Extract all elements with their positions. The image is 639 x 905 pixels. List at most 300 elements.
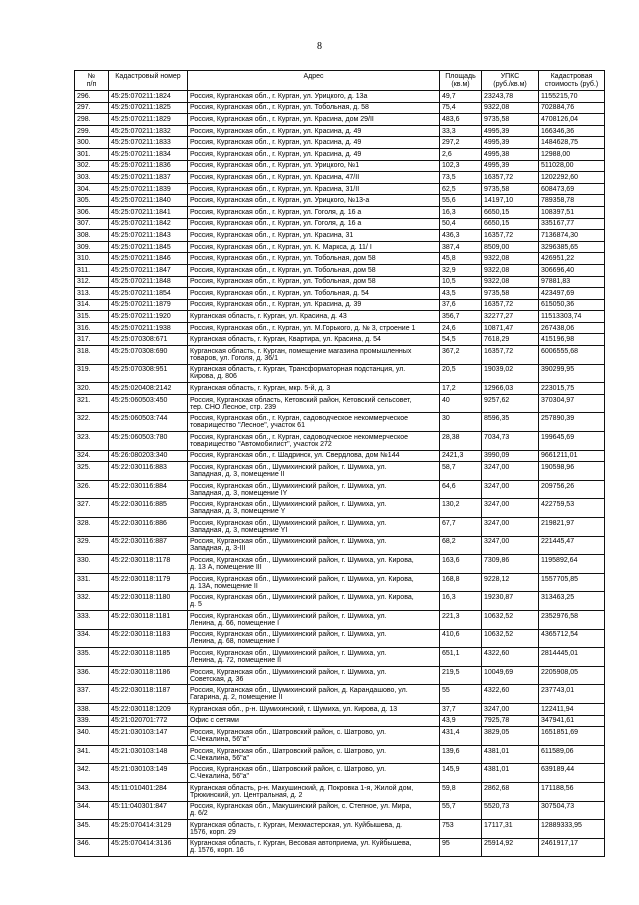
area-cell: 139,6 — [440, 745, 482, 764]
cadastral-number-cell: 45:21:030103:147 — [109, 727, 188, 746]
cadastral-value-cell: 7136874,30 — [539, 230, 605, 242]
address-cell: Курганская область, г. Курган, Мехмастерская, ул. Куйбышева, д. 1576, корп. 29 — [188, 820, 440, 839]
upks-cell: 7618,29 — [482, 334, 539, 346]
area-cell: 168,8 — [440, 573, 482, 592]
header-upks: УПКС (руб./кв.м) — [482, 71, 539, 91]
upks-cell: 7925,78 — [482, 715, 539, 727]
area-cell: 43,9 — [440, 715, 482, 727]
table-row — [75, 264, 605, 276]
area-cell: 10,5 — [440, 276, 482, 288]
cadastral-value-cell: 97881,83 — [539, 276, 605, 288]
cadastral-number-cell: 45:11:010401:284 — [109, 782, 188, 801]
cadastral-number-cell: 45:25:070308:951 — [109, 364, 188, 383]
table-row — [75, 241, 605, 253]
upks-cell: 6650,15 — [482, 206, 539, 218]
address-cell: Россия, Курганская обл., г. Курган, ул. Тобольная, дом 58 — [188, 276, 440, 288]
table-body — [75, 91, 605, 857]
area-cell: 753 — [440, 820, 482, 839]
table-row — [75, 346, 605, 365]
cadastral-value-cell: 347941,61 — [539, 715, 605, 727]
row-number-cell: 324. — [75, 450, 109, 462]
upks-cell: 9322,08 — [482, 276, 539, 288]
row-number-cell: 334. — [75, 629, 109, 648]
upks-cell: 4995,39 — [482, 137, 539, 149]
upks-cell: 16357,72 — [482, 299, 539, 311]
upks-cell: 3829,05 — [482, 727, 539, 746]
upks-cell: 9735,58 — [482, 114, 539, 126]
cadastral-number-cell: 45:25:070211:1848 — [109, 276, 188, 288]
row-number-cell: 322. — [75, 413, 109, 432]
row-number-cell: 331. — [75, 573, 109, 592]
address-cell: Россия, Курганская обл., г. Курган, ул. Тобольная, д. 54 — [188, 288, 440, 300]
cadastral-value-cell: 335167,77 — [539, 218, 605, 230]
cadastral-value-cell: 611589,06 — [539, 745, 605, 764]
cadastral-value-cell: 1484628,75 — [539, 137, 605, 149]
upks-cell: 8596,35 — [482, 413, 539, 432]
table-row — [75, 782, 605, 801]
table-row — [75, 148, 605, 160]
address-cell: Россия, Курганская обл., Шумихинский район, г. Шумиха, ул. Советская, д. 36 — [188, 666, 440, 685]
upks-cell: 32277,27 — [482, 311, 539, 323]
address-cell: Курганская область, г. Курган, мкр. 5-й, д. 3 — [188, 383, 440, 395]
address-cell: Россия, Курганская обл., г. Шадринск, ул. Свердлова, дом №144 — [188, 450, 440, 462]
address-cell: Россия, Курганская обл., Шумихинский район, д. Карандашово, ул. Гагарина, д. 2, помещение II — [188, 685, 440, 704]
row-number-cell: 301. — [75, 148, 109, 160]
row-number-cell: 320. — [75, 383, 109, 395]
row-number-cell: 307. — [75, 218, 109, 230]
table-row — [75, 592, 605, 611]
address-cell: Курганская обл., р-н. Шумихинский, г. Шумиха, ул. Кирова, д. 13 — [188, 703, 440, 715]
area-cell: 62,5 — [440, 183, 482, 195]
cadastral-value-cell: 313463,25 — [539, 592, 605, 611]
area-cell: 68,2 — [440, 536, 482, 555]
area-cell: 50,4 — [440, 218, 482, 230]
upks-cell: 5520,73 — [482, 801, 539, 820]
cadastral-number-cell: 45:22:030118:1183 — [109, 629, 188, 648]
cadastral-value-cell: 3296385,65 — [539, 241, 605, 253]
area-cell: 145,9 — [440, 764, 482, 783]
address-cell: Россия, Курганская обл., Макушинский район, с. Степное, ул. Мира, д. 6/2 — [188, 801, 440, 820]
row-number-cell: 326. — [75, 480, 109, 499]
upks-cell: 9322,08 — [482, 253, 539, 265]
cadastral-value-cell: 199645,69 — [539, 432, 605, 451]
table-row — [75, 311, 605, 323]
area-cell: 16,3 — [440, 206, 482, 218]
row-number-cell: 336. — [75, 666, 109, 685]
row-number-cell: 328. — [75, 518, 109, 537]
row-number-cell: 344. — [75, 801, 109, 820]
table-row — [75, 195, 605, 207]
area-cell: 32,9 — [440, 264, 482, 276]
address-cell: Россия, Курганская обл., г. Курган, ул. Тобольная, дом 58 — [188, 264, 440, 276]
upks-cell: 12966,03 — [482, 383, 539, 395]
header-address: Адрес — [188, 71, 440, 91]
address-cell: Россия, Курганская обл., г. Курган, ул. Урицкого, №1 — [188, 160, 440, 172]
area-cell: 102,3 — [440, 160, 482, 172]
row-number-cell: 325. — [75, 462, 109, 481]
cadastral-number-cell: 45:25:070211:1845 — [109, 241, 188, 253]
area-cell: 410,6 — [440, 629, 482, 648]
row-number-cell: 323. — [75, 432, 109, 451]
area-cell: 49,7 — [440, 91, 482, 103]
cadastral-number-cell: 45:25:070211:1920 — [109, 311, 188, 323]
cadastral-number-cell: 45:25:070414:3129 — [109, 820, 188, 839]
area-cell: 37,7 — [440, 703, 482, 715]
row-number-cell: 314. — [75, 299, 109, 311]
cadastral-value-cell: 6006555,68 — [539, 346, 605, 365]
cadastral-number-cell: 45:25:070211:1836 — [109, 160, 188, 172]
address-cell: Россия, Курганская обл., г. Курган, ул. Красина, 47/II — [188, 172, 440, 184]
cadastral-number-cell: 45:25:070211:1879 — [109, 299, 188, 311]
address-cell: Россия, Курганская обл., Шумихинский район, г. Шумиха, ул. Кирова, д. 5 — [188, 592, 440, 611]
row-number-cell: 343. — [75, 782, 109, 801]
cadastral-number-cell: 45:22:030116:885 — [109, 499, 188, 518]
address-cell: Россия, Курганская область, Кетовский район, Кетовский сельсовет, тер. СНО Лесное, стр. 239 — [188, 394, 440, 413]
table-row — [75, 629, 605, 648]
address-cell: Россия, Курганская обл., Шумихинский район, г. Шумиха, ул. Западная, д. 3, помещение IY — [188, 480, 440, 499]
area-cell: 651,1 — [440, 648, 482, 667]
table-row — [75, 206, 605, 218]
address-cell: Россия, Курганская обл., г. Курган, ул. Гоголя, д. 16 а — [188, 218, 440, 230]
upks-cell: 19230,87 — [482, 592, 539, 611]
row-number-cell: 315. — [75, 311, 109, 323]
table-row — [75, 253, 605, 265]
upks-cell: 3990,09 — [482, 450, 539, 462]
header-cadastral-value: Кадастровая стоимость (руб.) — [539, 71, 605, 91]
cadastral-value-cell: 4708126,04 — [539, 114, 605, 126]
table-row — [75, 299, 605, 311]
table-row — [75, 450, 605, 462]
table-row — [75, 715, 605, 727]
cadastral-value-cell: 426951,22 — [539, 253, 605, 265]
row-number-cell: 337. — [75, 685, 109, 704]
table-row — [75, 394, 605, 413]
address-cell: Россия, Курганская обл., Шумихинский район, г. Шумиха, ул. Ленина, д. 66, помещение I — [188, 610, 440, 629]
address-cell: Офис с сетями — [188, 715, 440, 727]
cadastral-value-cell: 307504,73 — [539, 801, 605, 820]
cadastral-number-cell: 45:25:070211:1839 — [109, 183, 188, 195]
address-cell: Курганская область, г. Курган, Трансформаторная подстанция, ул. Кирова, д. 806 — [188, 364, 440, 383]
area-cell: 28,38 — [440, 432, 482, 451]
cadastral-value-cell: 306696,40 — [539, 264, 605, 276]
row-number-cell: 297. — [75, 102, 109, 114]
table-row — [75, 288, 605, 300]
row-number-cell: 310. — [75, 253, 109, 265]
row-number-cell: 329. — [75, 536, 109, 555]
row-number-cell: 335. — [75, 648, 109, 667]
table-row — [75, 432, 605, 451]
row-number-cell: 305. — [75, 195, 109, 207]
cadastral-value-cell: 1557705,85 — [539, 573, 605, 592]
address-cell: Россия, Курганская обл., Шумихинский район, г. Шумиха, ул. Кирова, д. 13 А, помещение III — [188, 555, 440, 574]
address-cell: Россия, Курганская обл., г. Курган, ул. М.Горького, д. № 3, строение 1 — [188, 322, 440, 334]
row-number-cell: 300. — [75, 137, 109, 149]
cadastral-value-cell: 166346,36 — [539, 125, 605, 137]
address-cell: Россия, Курганская обл., г. Курган, ул. Урицкого, №13-а — [188, 195, 440, 207]
upks-cell: 16357,72 — [482, 172, 539, 184]
cadastral-number-cell: 45:22:030118:1209 — [109, 703, 188, 715]
cadastral-number-cell: 45:25:070211:1841 — [109, 206, 188, 218]
cadastral-value-cell: 12988,00 — [539, 148, 605, 160]
area-cell: 130,2 — [440, 499, 482, 518]
upks-cell: 16357,72 — [482, 230, 539, 242]
cadastral-value-cell: 2205908,05 — [539, 666, 605, 685]
table-row — [75, 462, 605, 481]
cadastral-number-cell: 45:22:030118:1187 — [109, 685, 188, 704]
area-cell: 95 — [440, 838, 482, 857]
row-number-cell: 319. — [75, 364, 109, 383]
area-cell: 55 — [440, 685, 482, 704]
cadastral-number-cell: 45:25:070211:1834 — [109, 148, 188, 160]
area-cell: 367,2 — [440, 346, 482, 365]
cadastral-number-cell: 45:25:070308:671 — [109, 334, 188, 346]
row-number-cell: 346. — [75, 838, 109, 857]
area-cell: 436,3 — [440, 230, 482, 242]
cadastral-value-cell: 1651851,69 — [539, 727, 605, 746]
table-row — [75, 685, 605, 704]
row-number-cell: 298. — [75, 114, 109, 126]
table-row — [75, 764, 605, 783]
area-cell: 219,5 — [440, 666, 482, 685]
cadastral-value-cell: 122411,94 — [539, 703, 605, 715]
cadastral-value-cell: 1195892,64 — [539, 555, 605, 574]
table-row — [75, 610, 605, 629]
table-row — [75, 480, 605, 499]
row-number-cell: 333. — [75, 610, 109, 629]
cadastral-value-cell: 12889333,95 — [539, 820, 605, 839]
address-cell: Россия, Курганская обл., г. Курган, ул. Урицкого, д. 13а — [188, 91, 440, 103]
upks-cell: 9322,08 — [482, 264, 539, 276]
address-cell: Россия, Курганская обл., Шумихинский район, г. Шумиха, ул. Кирова, д. 13А, помещение II — [188, 573, 440, 592]
table-row — [75, 172, 605, 184]
table-row — [75, 518, 605, 537]
table-row — [75, 364, 605, 383]
cadastral-value-cell: 209756,26 — [539, 480, 605, 499]
area-cell: 43,5 — [440, 288, 482, 300]
row-number-cell: 332. — [75, 592, 109, 611]
cadastral-value-cell: 237743,01 — [539, 685, 605, 704]
upks-cell: 25914,92 — [482, 838, 539, 857]
upks-cell: 14197,10 — [482, 195, 539, 207]
cadastral-number-cell: 45:25:060503:780 — [109, 432, 188, 451]
area-cell: 58,7 — [440, 462, 482, 481]
upks-cell: 9257,62 — [482, 394, 539, 413]
table-row — [75, 801, 605, 820]
area-cell: 59,8 — [440, 782, 482, 801]
area-cell: 16,3 — [440, 592, 482, 611]
cadastral-value-cell: 608473,69 — [539, 183, 605, 195]
page-number: 8 — [317, 41, 322, 52]
table-row — [75, 383, 605, 395]
cadastral-value-cell: 4365712,54 — [539, 629, 605, 648]
cadastral-value-cell: 11513303,74 — [539, 311, 605, 323]
row-number-cell: 308. — [75, 230, 109, 242]
cadastral-number-cell: 45:22:030116:886 — [109, 518, 188, 537]
header-area: Площадь (кв.м) — [440, 71, 482, 91]
address-cell: Россия, Курганская обл., Шатровский район, с. Шатрово, ул. С.Чекалина, 56"а" — [188, 727, 440, 746]
cadastral-value-cell: 702884,76 — [539, 102, 605, 114]
area-cell: 356,7 — [440, 311, 482, 323]
row-number-cell: 303. — [75, 172, 109, 184]
cadastral-number-cell: 45:25:070211:1854 — [109, 288, 188, 300]
table-row — [75, 276, 605, 288]
row-number-cell: 317. — [75, 334, 109, 346]
cadastral-value-table — [74, 70, 605, 857]
cadastral-number-cell: 45:25:060503:450 — [109, 394, 188, 413]
table-row — [75, 536, 605, 555]
upks-cell: 10632,52 — [482, 629, 539, 648]
cadastral-value-cell: 223015,75 — [539, 383, 605, 395]
upks-cell: 10871,47 — [482, 322, 539, 334]
upks-cell: 9322,08 — [482, 102, 539, 114]
address-cell: Россия, Курганская обл., г. Курган, ул. Гоголя, д. 16 а — [188, 206, 440, 218]
cadastral-number-cell: 45:25:070211:1840 — [109, 195, 188, 207]
row-number-cell: 330. — [75, 555, 109, 574]
upks-cell: 3247,00 — [482, 499, 539, 518]
address-cell: Россия, Курганская обл., г. Курган, ул. К. Маркса, д. 11/ I — [188, 241, 440, 253]
cadastral-number-cell: 45:22:030116:884 — [109, 480, 188, 499]
row-number-cell: 318. — [75, 346, 109, 365]
area-cell: 2421,3 — [440, 450, 482, 462]
upks-cell: 9735,58 — [482, 288, 539, 300]
cadastral-number-cell: 45:22:030118:1186 — [109, 666, 188, 685]
address-cell: Россия, Курганская обл., Шумихинский район, г. Шумиха, ул. Ленина, д. 68, помещение I — [188, 629, 440, 648]
row-number-cell: 321. — [75, 394, 109, 413]
row-number-cell: 296. — [75, 91, 109, 103]
cadastral-value-cell: 267438,06 — [539, 322, 605, 334]
row-number-cell: 342. — [75, 764, 109, 783]
table-row — [75, 838, 605, 857]
table-row — [75, 499, 605, 518]
row-number-cell: 299. — [75, 125, 109, 137]
cadastral-value-cell: 2461917,17 — [539, 838, 605, 857]
cadastral-number-cell: 45:21:020701:772 — [109, 715, 188, 727]
table-row — [75, 703, 605, 715]
upks-cell: 6650,15 — [482, 218, 539, 230]
area-cell: 387,4 — [440, 241, 482, 253]
row-number-cell: 345. — [75, 820, 109, 839]
table-row — [75, 102, 605, 114]
address-cell: Россия, Курганская обл., Шатровский район, с. Шатрово, ул. С.Чекалина, 56"а" — [188, 745, 440, 764]
table-row — [75, 648, 605, 667]
cadastral-value-cell: 1202292,60 — [539, 172, 605, 184]
cadastral-number-cell: 45:22:030118:1180 — [109, 592, 188, 611]
upks-cell: 4322,60 — [482, 685, 539, 704]
cadastral-number-cell: 45:25:020408:2142 — [109, 383, 188, 395]
cadastral-value-cell: 639189,44 — [539, 764, 605, 783]
cadastral-value-cell: 423497,69 — [539, 288, 605, 300]
area-cell: 431,4 — [440, 727, 482, 746]
cadastral-number-cell: 45:22:030118:1178 — [109, 555, 188, 574]
cadastral-value-cell: 219821,97 — [539, 518, 605, 537]
table-row — [75, 91, 605, 103]
cadastral-value-cell: 1155215,70 — [539, 91, 605, 103]
address-cell: Россия, Курганская обл., Шумихинский район, г. Шумиха, ул. Западная, д. 3-III — [188, 536, 440, 555]
cadastral-number-cell: 45:21:030103:148 — [109, 745, 188, 764]
address-cell: Россия, Курганская обл., г. Курган, ул. Тобольная, д. 58 — [188, 102, 440, 114]
address-cell: Курганская область, г. Курган, ул. Красина, д. 43 — [188, 311, 440, 323]
cadastral-number-cell: 45:25:070211:1824 — [109, 91, 188, 103]
upks-cell: 3247,00 — [482, 536, 539, 555]
area-cell: 24,6 — [440, 322, 482, 334]
cadastral-number-cell: 45:25:070211:1837 — [109, 172, 188, 184]
address-cell: Россия, Курганская обл., г. Курган, ул. Красина, 31 — [188, 230, 440, 242]
row-number-cell: 302. — [75, 160, 109, 172]
table-row — [75, 745, 605, 764]
address-cell: Россия, Курганская обл., г. Курган, ул. Красина, д. 49 — [188, 148, 440, 160]
address-cell: Россия, Курганская обл., г. Курган, ул. Красина, д. 39 — [188, 299, 440, 311]
table-row — [75, 322, 605, 334]
upks-cell: 3247,00 — [482, 462, 539, 481]
cadastral-number-cell: 45:22:030118:1179 — [109, 573, 188, 592]
address-cell: Россия, Курганская обл., г. Курган, садоводческое некоммерческое товарищество "Лесное", участок 61 — [188, 413, 440, 432]
upks-cell: 16357,72 — [482, 346, 539, 365]
cadastral-number-cell: 45:22:030116:883 — [109, 462, 188, 481]
cadastral-value-cell: 789358,78 — [539, 195, 605, 207]
table-row — [75, 820, 605, 839]
row-number-cell: 316. — [75, 322, 109, 334]
header-row-number: № п/п — [75, 71, 109, 91]
upks-cell: 9735,58 — [482, 183, 539, 195]
cadastral-value-cell: 511028,00 — [539, 160, 605, 172]
cadastral-number-cell: 45:22:030118:1185 — [109, 648, 188, 667]
table-row — [75, 137, 605, 149]
table-header-row — [75, 71, 605, 91]
row-number-cell: 338. — [75, 703, 109, 715]
table-row — [75, 114, 605, 126]
address-cell: Россия, Курганская обл., г. Курган, ул. Красина, 31/II — [188, 183, 440, 195]
upks-cell: 23243,78 — [482, 91, 539, 103]
upks-cell: 8509,00 — [482, 241, 539, 253]
row-number-cell: 311. — [75, 264, 109, 276]
cadastral-number-cell: 45:22:030118:1181 — [109, 610, 188, 629]
cadastral-number-cell: 45:25:070211:1847 — [109, 264, 188, 276]
row-number-cell: 309. — [75, 241, 109, 253]
table-row — [75, 160, 605, 172]
cadastral-number-cell: 45:25:070308:690 — [109, 346, 188, 365]
cadastral-value-cell: 370304,97 — [539, 394, 605, 413]
cadastral-number-cell: 45:25:070211:1842 — [109, 218, 188, 230]
area-cell: 33,3 — [440, 125, 482, 137]
address-cell: Курганская область, г. Курган, Квартира, ул. Красина, д. 54 — [188, 334, 440, 346]
address-cell: Россия, Курганская обл., Шатровский район, с. Шатрово, ул. С.Чекалина, 56"а" — [188, 764, 440, 783]
area-cell: 55,7 — [440, 801, 482, 820]
row-number-cell: 313. — [75, 288, 109, 300]
cadastral-value-cell: 422759,53 — [539, 499, 605, 518]
area-cell: 67,7 — [440, 518, 482, 537]
upks-cell: 10632,52 — [482, 610, 539, 629]
row-number-cell: 304. — [75, 183, 109, 195]
header-cadastral-number: Кадастровый номер — [109, 71, 188, 91]
area-cell: 45,8 — [440, 253, 482, 265]
address-cell: Россия, Курганская обл., г. Курган, ул. Красина, дом 29/II — [188, 114, 440, 126]
cadastral-value-cell: 615050,36 — [539, 299, 605, 311]
area-cell: 297,2 — [440, 137, 482, 149]
table-row — [75, 555, 605, 574]
address-cell: Россия, Курганская обл., Шумихинский район, г. Шумиха, ул. Западная, д. 3, помещение Y — [188, 499, 440, 518]
upks-cell: 7309,86 — [482, 555, 539, 574]
upks-cell: 3247,00 — [482, 518, 539, 537]
cadastral-value-cell: 108397,51 — [539, 206, 605, 218]
upks-cell: 17117,31 — [482, 820, 539, 839]
cadastral-number-cell: 45:22:030116:887 — [109, 536, 188, 555]
row-number-cell: 339. — [75, 715, 109, 727]
area-cell: 17,2 — [440, 383, 482, 395]
address-cell: Курганская область, р-н. Макушинский, д. Покровка 1-я, Жилой дом, Трюкинский, ул. Центральная, д. 2 — [188, 782, 440, 801]
cadastral-number-cell: 45:11:040301:847 — [109, 801, 188, 820]
upks-cell: 10049,69 — [482, 666, 539, 685]
row-number-cell: 327. — [75, 499, 109, 518]
